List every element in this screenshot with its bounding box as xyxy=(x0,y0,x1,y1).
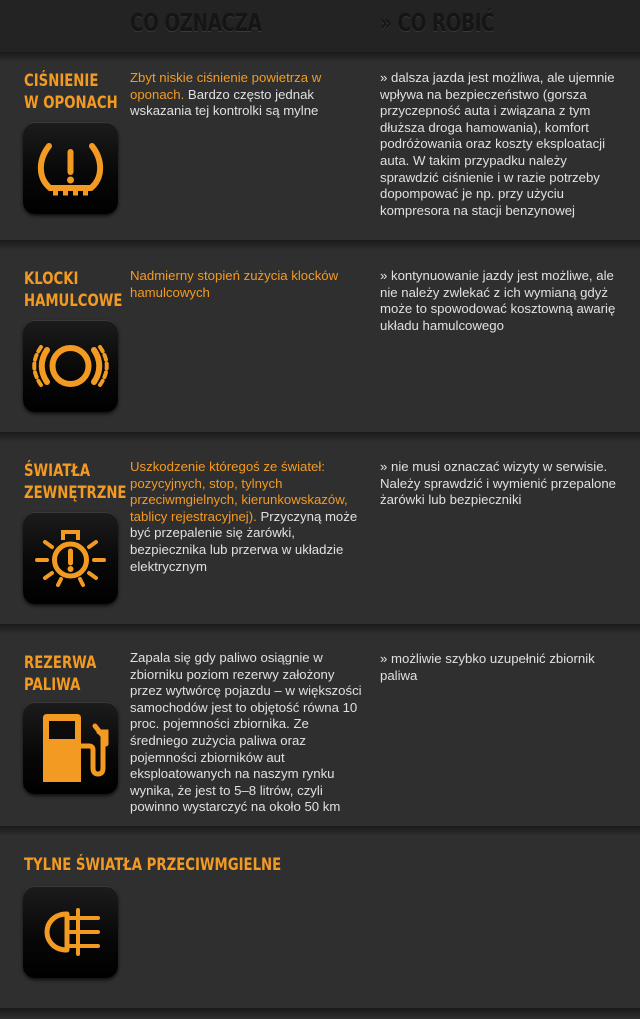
row-title: KLOCKI HAMULCOWE xyxy=(24,269,123,311)
row-description: Zapala się gdy paliwo osiągnie w zbiorniku poziom rezerwy założony przez wytwórcę pojazdu – w większości samochodów jest to objętość równa 10 proc. pojemności zbiornika. Ze średniego zużycia paliwa oraz pojemności zbiorników aut eksploatowanych na naszym rynku wynika, że jest to 5–8 litrów, czyli powinno wystarczyć na około 50 km xyxy=(130,650,362,815)
tire-pressure-icon xyxy=(23,122,118,214)
divider xyxy=(0,1008,640,1019)
table-header xyxy=(0,0,640,52)
row-action: » kontynuowanie jazdy jest możliwe, ale nie należy zwlekać z ich wymianą gdyż może to spowodować kosztowną awarię układu hamulcowego xyxy=(380,268,616,333)
divider xyxy=(0,432,640,442)
divider xyxy=(0,826,640,836)
row-title: CIŚNIENIE W OPONACH xyxy=(24,71,118,113)
rear-fog-light-icon xyxy=(23,886,118,978)
divider xyxy=(0,240,640,250)
row-description: Zbyt niskie ciśnienie powietrza w oponach. Bardzo często jednak wskazania tej kontrolki są mylne xyxy=(130,70,322,119)
row-title: ŚWIATŁA ZEWNĘTRZNE xyxy=(24,461,127,503)
column-header-meaning: CO OZNACZA xyxy=(130,8,262,37)
row-title: REZERWA PALIWA xyxy=(24,653,97,695)
divider xyxy=(0,624,640,634)
column-header-action: » CO ROBIĆ xyxy=(380,8,495,37)
row-action: » możliwie szybko uzupełnić zbiornik paliwa xyxy=(380,651,595,683)
brake-pads-icon xyxy=(23,320,118,412)
row-description: Uszkodzenie któregoś ze świateł: pozycyjnych, stop, tylnych przeciwmgielnych, kierunkowskazów, tablicy rejestracyjnej). Przyczyną może być przepalenie się żarówki, bezpiecznika lub przerwa w układzie elektrycznym xyxy=(130,459,358,574)
row-action: » nie musi oznaczać wizyty w serwisie. Należy sprawdzić i wymienić przepalone żarówki lub bezpieczniki xyxy=(380,459,617,508)
row-action: » dalsza jazda jest możliwa, ale ujemnie wpływa na bezpieczeństwo (gorsza przyczepność auta i związana z tym dłuższa droga hamowania), komfort podróżowania oraz koszty eksploatacji auta. W takim przypadku należy sprawdzić ciśnienie i w razie potrzeby dopompować je np. przy użyciu kompresora na stacji benzynowej xyxy=(380,70,615,218)
row-title: TYLNE ŚWIATŁA PRZECIWMGIELNE xyxy=(24,855,282,875)
row-description: Nadmierny stopień zużycia klocków hamulcowych xyxy=(130,268,339,300)
exterior-lights-icon xyxy=(23,512,118,604)
divider xyxy=(0,52,640,62)
fuel-pump-icon xyxy=(23,702,118,794)
